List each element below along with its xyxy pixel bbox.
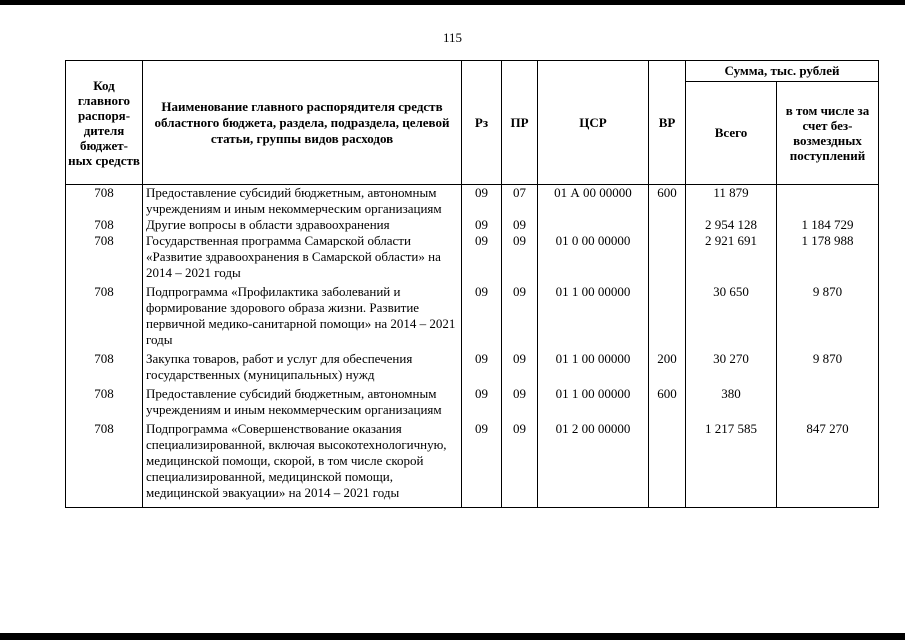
table-row xyxy=(66,185,879,218)
cell-csr: 01 0 00 00000 xyxy=(538,233,649,284)
cell-vr: 600 xyxy=(649,386,686,421)
cell-name: Предоставление субсидий бюджетным, автономным учреждениям и иным некоммерческим организациям xyxy=(143,386,462,421)
header-csr: ЦСР xyxy=(538,61,649,185)
cell-csr: 01 А 00 00000 xyxy=(538,185,649,218)
cell-csr: 01 1 00 00000 xyxy=(538,386,649,421)
cell-name: Подпрограмма «Профилактика заболеваний и формирование здорового образа жизни. Развитие первичной медико-санитарной помощи» на 2014 – 2021 годы xyxy=(143,284,462,351)
cell-csr: 01 1 00 00000 xyxy=(538,284,649,351)
table-row xyxy=(66,233,879,284)
cell-total: 380 xyxy=(686,386,777,421)
cell-csr xyxy=(538,217,649,233)
cell-incl xyxy=(777,386,879,421)
header-incl: в том числе за счет без-возмездных поступлений xyxy=(777,82,879,185)
cell-pr: 09 xyxy=(502,421,538,508)
table-row xyxy=(66,217,879,233)
cell-rz: 09 xyxy=(462,185,502,218)
cell-total: 30 270 xyxy=(686,351,777,386)
cell-code: 708 xyxy=(66,284,143,351)
cell-code: 708 xyxy=(66,185,143,218)
page-number: 115 xyxy=(442,30,463,45)
budget-table xyxy=(65,60,879,508)
cell-csr: 01 2 00 00000 xyxy=(538,421,649,508)
cell-total: 30 650 xyxy=(686,284,777,351)
table-header xyxy=(66,61,879,185)
cell-incl: 9 870 xyxy=(777,351,879,386)
header-total: Всего xyxy=(686,82,777,185)
header-sum-group: Сумма, тыс. рублей xyxy=(686,61,879,82)
cell-rz: 09 xyxy=(462,351,502,386)
cell-rz: 09 xyxy=(462,421,502,508)
cell-name: Подпрограмма «Совершенствование оказания специализированной, включая высокотехнологичную, медицинской помощи, скорой, в том числе скорой специализированной, медицинской помощи, медицинской эвакуации» на 2014 – 2021 годы xyxy=(143,421,462,508)
header-pr: ПР xyxy=(502,61,538,185)
header-code: Код главного распоря-дителя бюджет-ных средств xyxy=(66,61,143,185)
cell-vr xyxy=(649,421,686,508)
scan-border-top xyxy=(0,0,905,5)
cell-code: 708 xyxy=(66,233,143,284)
cell-vr xyxy=(649,233,686,284)
cell-vr: 600 xyxy=(649,185,686,218)
cell-code: 708 xyxy=(66,421,143,508)
cell-rz: 09 xyxy=(462,233,502,284)
cell-incl: 847 270 xyxy=(777,421,879,508)
cell-vr: 200 xyxy=(649,351,686,386)
cell-code: 708 xyxy=(66,386,143,421)
cell-code: 708 xyxy=(66,351,143,386)
cell-incl xyxy=(777,185,879,218)
table-row xyxy=(66,386,879,421)
cell-csr: 01 1 00 00000 xyxy=(538,351,649,386)
cell-pr: 09 xyxy=(502,233,538,284)
cell-code: 708 xyxy=(66,217,143,233)
cell-total: 1 217 585 xyxy=(686,421,777,508)
cell-total: 11 879 xyxy=(686,185,777,218)
cell-total: 2 954 128 xyxy=(686,217,777,233)
header-vr: ВР xyxy=(649,61,686,185)
cell-pr: 09 xyxy=(502,217,538,233)
table-row xyxy=(66,351,879,386)
cell-name: Другие вопросы в области здравоохранения xyxy=(143,217,462,233)
header-rz: Рз xyxy=(462,61,502,185)
cell-incl: 9 870 xyxy=(777,284,879,351)
cell-rz: 09 xyxy=(462,217,502,233)
cell-pr: 09 xyxy=(502,351,538,386)
table-body xyxy=(66,185,879,508)
cell-name: Закупка товаров, работ и услуг для обеспечения государственных (муниципальных) нужд xyxy=(143,351,462,386)
cell-name: Предоставление субсидий бюджетным, автономным учреждениям и иным некоммерческим организациям xyxy=(143,185,462,218)
cell-total: 2 921 691 xyxy=(686,233,777,284)
cell-name: Государственная программа Самарской области «Развитие здравоохранения в Самарской области» на 2014 – 2021 годы xyxy=(143,233,462,284)
cell-pr: 09 xyxy=(502,284,538,351)
table-row xyxy=(66,284,879,351)
header-name: Наименование главного распорядителя средств областного бюджета, раздела, подраздела, целевой статьи, группы видов расходов xyxy=(143,61,462,185)
cell-rz: 09 xyxy=(462,284,502,351)
cell-vr xyxy=(649,217,686,233)
table-row xyxy=(66,421,879,508)
cell-vr xyxy=(649,284,686,351)
cell-incl: 1 184 729 xyxy=(777,217,879,233)
scan-border-bottom xyxy=(0,633,905,640)
cell-pr: 09 xyxy=(502,386,538,421)
cell-pr: 07 xyxy=(502,185,538,218)
cell-incl: 1 178 988 xyxy=(777,233,879,284)
cell-rz: 09 xyxy=(462,386,502,421)
